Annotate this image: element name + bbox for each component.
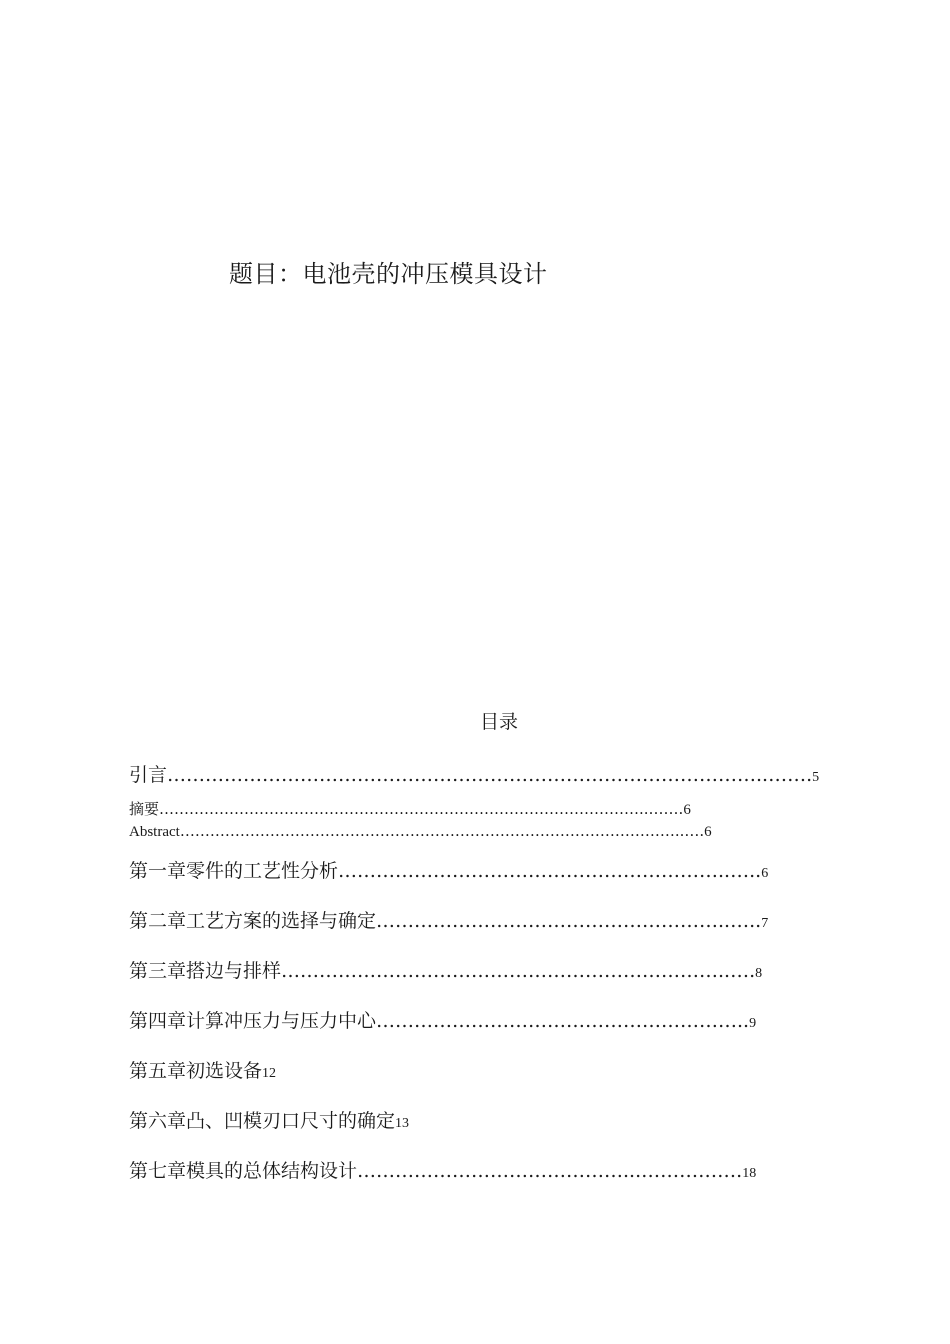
toc-entry-chapter-3[interactable]: [129, 956, 809, 983]
toc-page-number: 5: [812, 770, 820, 785]
toc-page-number: 8: [755, 966, 763, 981]
toc-entry-label: 第四章计算冲压力与压力中心: [129, 1010, 377, 1032]
toc-entry-abstract-en[interactable]: [129, 822, 849, 841]
toc-page-number: 18: [742, 1166, 757, 1181]
toc-entry-chapter-7[interactable]: [129, 1156, 809, 1183]
toc-entry-label: 第七章模具的总体结构设计: [129, 1160, 358, 1182]
toc-leader-dots: ………………………………………………..…..: [376, 910, 762, 932]
toc-entry-label: 第三章搭边与排样: [129, 960, 282, 982]
toc-page-number: 6: [704, 824, 712, 840]
toc-leader-dots: ……………………………………………………………………………………..…….: [159, 800, 684, 818]
toc-leader-dots: ………………………………………………………………………………………..….: [179, 822, 705, 840]
toc-page-number: 7: [761, 916, 769, 931]
toc-entry-label: 第一章零件的工艺性分析: [129, 860, 339, 882]
toc-entry-label: Abstract: [129, 824, 180, 840]
toc-leader-dots: ……………………………………………………………..….: [281, 960, 756, 982]
toc-page-number: 9: [749, 1016, 757, 1031]
toc-leader-dots: ……………………………………...…………….: [357, 1160, 743, 1182]
toc-entry-label: 第六章凸、凹模刃口尺寸的确定: [129, 1110, 396, 1132]
toc-entry-chapter-5[interactable]: [129, 1056, 809, 1083]
toc-entry-chapter-1[interactable]: [129, 856, 809, 883]
document-title: 题目：电池壳的冲压模具设计: [229, 260, 548, 288]
toc-entry-chapter-6[interactable]: [129, 1106, 809, 1133]
toc-entry-label: 摘要: [129, 800, 160, 818]
toc-leader-dots: ……………………………………………………..…..: [338, 860, 762, 882]
toc-entry-intro[interactable]: [129, 760, 849, 787]
toc-leader-dots: …………………………………………………..: [376, 1010, 750, 1032]
toc-entry-chapter-4[interactable]: [129, 1006, 809, 1033]
toc-page-number: 12: [262, 1066, 277, 1081]
toc-entry-label: 第二章工艺方案的选择与确定: [129, 910, 377, 932]
toc-page-number: 13: [395, 1116, 410, 1131]
toc-entry-abstract-cn[interactable]: [129, 798, 844, 819]
toc-entry-label: 引言: [129, 764, 168, 786]
toc-page-number: 6: [761, 866, 769, 881]
toc-leader-dots: …………………………………………………………………………………..…….: [167, 764, 813, 786]
toc-heading: 目录: [479, 711, 518, 733]
toc-entry-chapter-2[interactable]: [129, 906, 809, 933]
toc-page-number: 6: [683, 802, 691, 818]
toc-entry-label: 第五章初选设备: [129, 1060, 263, 1082]
